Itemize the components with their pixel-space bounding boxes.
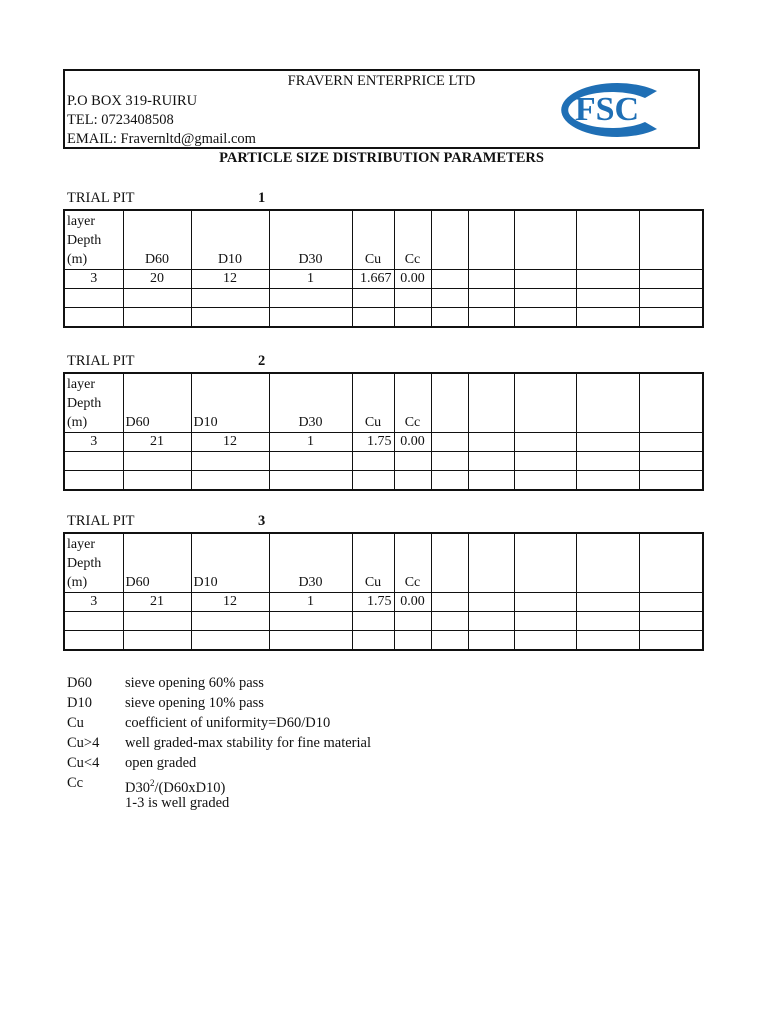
empty-cell (64, 471, 123, 491)
company-logo (545, 77, 670, 143)
page-title: PARTICLE SIZE DISTRIBUTION PARAMETERS (219, 150, 544, 166)
empty-cell (639, 612, 703, 631)
cell-cu: 1.75 (352, 433, 394, 452)
empty-cell (64, 612, 123, 631)
col-header-unit: (m) (67, 415, 88, 430)
col-header-depth (64, 533, 123, 593)
col-header-layer: layer (67, 377, 95, 392)
empty-cell (123, 612, 191, 631)
legend-key: Cu (67, 715, 84, 731)
trial-pit-table (63, 372, 704, 491)
empty-cell (394, 612, 431, 631)
empty-cell (64, 631, 123, 651)
empty-cell (191, 471, 269, 491)
col-header-d30: D30 (269, 533, 352, 593)
cell-d30: 1 (269, 270, 352, 289)
empty-cell (191, 452, 269, 471)
legend-value: well graded-max stability for fine material (125, 735, 372, 751)
empty-cell (514, 612, 576, 631)
cell-cc: 0.00 (394, 433, 431, 452)
empty-cell (639, 433, 703, 452)
col-header-depth: Depth (67, 556, 102, 571)
empty-cell (431, 593, 468, 612)
empty-cell (576, 471, 639, 491)
empty-cell (639, 308, 703, 328)
empty-cell (576, 373, 639, 433)
empty-cell (269, 612, 352, 631)
cell-cu: 1.75 (352, 593, 394, 612)
empty-cell (394, 289, 431, 308)
legend-key: Cu>4 (67, 735, 100, 751)
empty-cell (468, 612, 514, 631)
empty-cell (468, 308, 514, 328)
col-header-unit: (m) (67, 252, 88, 267)
col-header-cc: Cc (394, 210, 431, 270)
col-header-cu: Cu (352, 373, 394, 433)
empty-cell (269, 308, 352, 328)
table-row (64, 270, 703, 289)
empty-cell (468, 593, 514, 612)
legend-key: D10 (67, 695, 92, 711)
empty-cell (514, 373, 576, 433)
empty-cell (191, 612, 269, 631)
empty-cell (514, 471, 576, 491)
empty-cell (639, 373, 703, 433)
empty-cell (352, 308, 394, 328)
empty-cell (431, 533, 468, 593)
empty-cell (514, 533, 576, 593)
empty-cell (576, 612, 639, 631)
empty-cell (576, 631, 639, 651)
empty-cell (468, 270, 514, 289)
empty-cell (269, 289, 352, 308)
empty-cell (352, 289, 394, 308)
legend-value: open graded (125, 755, 197, 771)
empty-cell (431, 270, 468, 289)
col-header-depth (64, 210, 123, 270)
col-header-d60: D60 (123, 373, 191, 433)
empty-cell (431, 452, 468, 471)
legend-key: Cc (67, 775, 84, 791)
col-header-d10: D10 (191, 210, 269, 270)
table-row (64, 593, 703, 612)
col-header-cu: Cu (352, 533, 394, 593)
empty-cell (431, 631, 468, 651)
empty-cell (576, 210, 639, 270)
empty-cell (191, 289, 269, 308)
empty-cell (468, 471, 514, 491)
empty-cell (352, 471, 394, 491)
trial-pit-label: TRIAL PIT (67, 190, 135, 206)
legend-value: sieve opening 60% pass (125, 675, 264, 691)
empty-cell (431, 471, 468, 491)
legend-value: sieve opening 10% pass (125, 695, 264, 711)
legend-formula-exponent: 2 (149, 778, 155, 788)
table-row (64, 452, 703, 471)
company-header (63, 69, 700, 149)
col-header-layer: layer (67, 214, 95, 229)
company-phone: TEL: 0723408508 (67, 112, 174, 128)
trial-pit-number: 1 (258, 190, 266, 206)
cell-cu: 1.667 (352, 270, 394, 289)
cell-d10: 12 (191, 270, 269, 289)
empty-cell (64, 308, 123, 328)
col-header-depth: Depth (67, 233, 102, 248)
empty-cell (514, 433, 576, 452)
col-header-unit: (m) (67, 575, 88, 590)
trial-pit-label: TRIAL PIT (67, 513, 135, 529)
cell-depth: 3 (64, 270, 123, 289)
col-header-d60: D60 (123, 210, 191, 270)
legend-key: D60 (67, 675, 92, 691)
trial-pit-label: TRIAL PIT (67, 353, 135, 369)
col-header-cu: Cu (352, 210, 394, 270)
empty-cell (431, 612, 468, 631)
empty-cell (468, 533, 514, 593)
empty-cell (123, 289, 191, 308)
empty-cell (576, 533, 639, 593)
empty-cell (514, 308, 576, 328)
empty-cell (576, 433, 639, 452)
legend-formula-rest: /(D60xD10) (154, 779, 226, 796)
col-header-d10: D10 (191, 373, 269, 433)
table-row (64, 631, 703, 651)
table-row (64, 433, 703, 452)
cell-d30: 1 (269, 433, 352, 452)
col-header-d30: D30 (269, 373, 352, 433)
empty-cell (394, 308, 431, 328)
col-header-layer: layer (67, 537, 95, 552)
trial-pit-table (63, 532, 704, 651)
empty-cell (576, 270, 639, 289)
empty-cell (431, 289, 468, 308)
empty-cell (431, 373, 468, 433)
empty-cell (394, 631, 431, 651)
empty-cell (394, 471, 431, 491)
empty-cell (269, 452, 352, 471)
empty-cell (394, 452, 431, 471)
empty-cell (123, 631, 191, 651)
empty-cell (269, 471, 352, 491)
trial-pit-table (63, 209, 704, 328)
empty-cell (123, 452, 191, 471)
table-row (64, 471, 703, 491)
empty-cell (431, 308, 468, 328)
empty-cell (468, 452, 514, 471)
empty-cell (123, 308, 191, 328)
cell-d60: 21 (123, 433, 191, 452)
empty-cell (639, 533, 703, 593)
col-header-cc: Cc (394, 533, 431, 593)
cell-d10: 12 (191, 433, 269, 452)
company-name: FRAVERN ENTERPRICE LTD (287, 73, 476, 89)
empty-cell (514, 631, 576, 651)
empty-cell (514, 270, 576, 289)
cell-cc: 0.00 (394, 593, 431, 612)
empty-cell (64, 289, 123, 308)
empty-cell (514, 289, 576, 308)
empty-cell (269, 631, 352, 651)
trial-pit-number: 3 (258, 513, 266, 529)
svg-text:FSC: FSC (574, 91, 640, 128)
empty-cell (352, 452, 394, 471)
empty-cell (514, 593, 576, 612)
legend-key: Cu<4 (67, 755, 100, 771)
legend-value: 1-3 is well graded (125, 795, 230, 811)
empty-cell (191, 631, 269, 651)
cell-depth: 3 (64, 593, 123, 612)
empty-cell (352, 612, 394, 631)
empty-cell (514, 210, 576, 270)
empty-cell (639, 631, 703, 651)
empty-cell (639, 452, 703, 471)
cell-d60: 20 (123, 270, 191, 289)
col-header-cc: Cc (394, 373, 431, 433)
cell-depth: 3 (64, 433, 123, 452)
cell-d10: 12 (191, 593, 269, 612)
company-address: P.O BOX 319-RUIRU (67, 93, 198, 109)
cell-cc: 0.00 (394, 270, 431, 289)
company-email: EMAIL: Fravernltd@gmail.com (67, 131, 256, 147)
col-header-d60: D60 (123, 533, 191, 593)
table-row (64, 612, 703, 631)
col-header-d30: D30 (269, 210, 352, 270)
empty-cell (639, 471, 703, 491)
col-header-d10: D10 (191, 533, 269, 593)
table-row (64, 308, 703, 328)
col-header-depth: Depth (67, 396, 102, 411)
legend-formula-base: D30 (125, 779, 150, 796)
empty-cell (639, 593, 703, 612)
empty-cell (468, 289, 514, 308)
empty-cell (514, 452, 576, 471)
empty-cell (64, 452, 123, 471)
empty-cell (576, 593, 639, 612)
table-row (64, 289, 703, 308)
empty-cell (431, 433, 468, 452)
empty-cell (468, 433, 514, 452)
empty-cell (468, 631, 514, 651)
empty-cell (352, 631, 394, 651)
empty-cell (191, 308, 269, 328)
empty-cell (639, 289, 703, 308)
empty-cell (576, 289, 639, 308)
empty-cell (468, 373, 514, 433)
cell-d30: 1 (269, 593, 352, 612)
cell-d60: 21 (123, 593, 191, 612)
empty-cell (431, 210, 468, 270)
empty-cell (576, 452, 639, 471)
legend-value: coefficient of uniformity=D60/D10 (125, 715, 331, 731)
trial-pit-number: 2 (258, 353, 266, 369)
empty-cell (639, 270, 703, 289)
empty-cell (468, 210, 514, 270)
empty-cell (123, 471, 191, 491)
empty-cell (576, 308, 639, 328)
empty-cell (639, 210, 703, 270)
col-header-depth (64, 373, 123, 433)
